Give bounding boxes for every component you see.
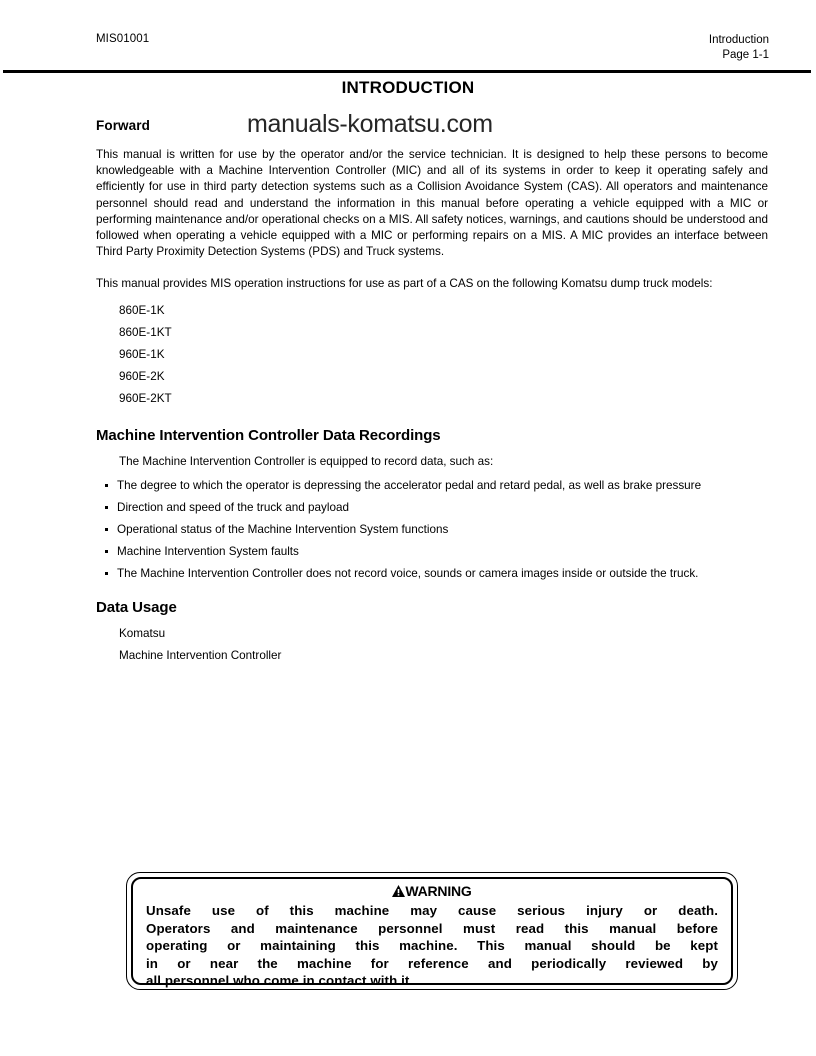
truck-model-item: 960E-1K: [119, 347, 165, 361]
list-item: The degree to which the operator is depressing the accelerator pedal and retard pedal, as well as brake pressure: [96, 478, 768, 494]
warning-box-inner-border: [131, 877, 733, 989]
data-recordings-intro: The Machine Intervention Controller is equipped to record data, such as:: [119, 454, 494, 468]
truck-model-item: 860E-1KT: [119, 325, 172, 339]
forward-paragraph-2: This manual provides MIS operation instructions for use as part of a CAS on the following Komatsu dump truck models:: [96, 277, 713, 291]
data-usage-heading: Data Usage: [96, 598, 177, 616]
warning-message: [146, 902, 718, 990]
header-section-name: Introduction: [708, 34, 769, 46]
page-content: [96, 118, 768, 664]
warning-box: [126, 872, 738, 990]
list-item: Machine Intervention System faults: [96, 544, 768, 560]
forward-paragraph-1: This manual is written for use by the operator and/or the service technician. It is designed to help these persons to become knowledgeable with a Machine Intervention Controller (MIC) and all of its systems in order to keep it operating safely and efficiently for use in third party detection systems such as a Collision Avoidance System (CAS). All operators and maintenance personnel should read and understand the information in this manual before operating a vehicle equipped with a MIC or performing maintenance and/or operational checks on a MIS. All safety notices, warnings, and cautions should be understood and followed when operating a vehicle equipped with a MIC or performing repairs on a MIS. A MIC provides an interface between Third Party Proximity Detection Systems (PDS) and Truck systems.: [96, 148, 768, 259]
warning-title-text: WARNING: [405, 883, 472, 899]
warning-line: in or near the machine for reference and periodically reviewed by: [146, 955, 718, 971]
warning-title: [133, 883, 731, 899]
warning-line: Operators and maintenance personnel must read this manual before: [146, 920, 718, 936]
truck-model-item: 960E-2K: [119, 369, 165, 383]
warning-line: all personnel who come in contact with it.: [146, 973, 414, 989]
data-usage-line: Komatsu: [119, 626, 166, 640]
truck-model-item: 960E-2KT: [119, 391, 172, 405]
list-item: Operational status of the Machine Intervention System functions: [96, 522, 768, 538]
data-recordings-bullet-list: [96, 478, 768, 583]
warning-triangle-icon: [392, 885, 405, 897]
forward-heading: Forward: [96, 118, 150, 133]
list-item: The Machine Intervention Controller does not record voice, sounds or camera images inside or outside the truck.: [96, 566, 768, 582]
header-divider-rule: [3, 70, 811, 73]
data-usage-line: Machine Intervention Controller: [119, 648, 282, 662]
document-id: MIS01001: [96, 33, 150, 45]
header-page-number: Page 1-1: [722, 49, 769, 61]
list-item: Direction and speed of the truck and payload: [96, 500, 768, 516]
page-title: INTRODUCTION: [341, 78, 475, 97]
warning-line: operating or maintaining this machine. This manual should be kept: [146, 938, 718, 954]
truck-model-item: 860E-1K: [119, 303, 165, 317]
data-recordings-heading: Machine Intervention Controller Data Recordings: [96, 426, 441, 444]
page-header: [0, 33, 816, 67]
warning-line: Unsafe use of this machine may cause serious injury or death.: [146, 903, 718, 918]
watermark-text: manuals-komatsu.com: [247, 110, 493, 138]
header-page-info: [709, 33, 769, 63]
